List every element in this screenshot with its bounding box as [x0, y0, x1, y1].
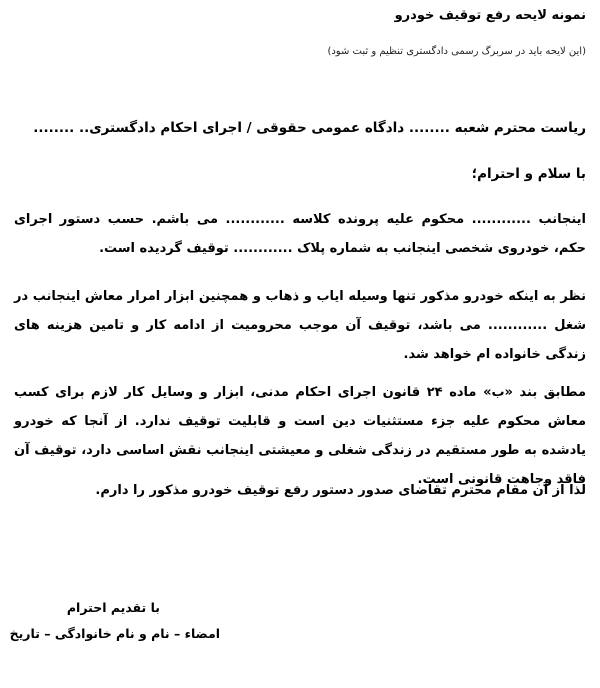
paragraph: لذا از آن مقام محترم تقاضای صدور دستور رفع توقیف خودرو مذکور را دارم.: [95, 483, 586, 498]
salutation: با سلام و احترام؛: [471, 166, 586, 182]
document-title: نمونه لایحه رفع توقیف خودرو: [394, 8, 586, 23]
addressee-heading: ریاست محترم شعبه ........ دادگاه عمومی حقوقی / اجرای احکام دادگستری.. ........: [33, 120, 586, 136]
paragraph: نظر به اینکه خودرو مذکور تنها وسیله ایاب و ذهاب و همچنین ابزار امرار معاش اینجانب در شغل ............ می باشد، توقیف آن موجب محرومیت از ادامه کار و تامین هزینه های زندگی خانواده ام خواهد شد.: [14, 289, 586, 362]
document-note: (این لایحه باید در سربرگ رسمی دادگستری تنظیم و ثبت شود): [327, 46, 586, 57]
closing-text: با تقدیم احترام: [66, 600, 160, 615]
paragraph: مطابق بند «ب» ماده ۲۴ قانون اجرای احکام مدنی، ابزار و وسایل کار لازم برای کسب معاش محکوم علیه جزء مستثنیات دین است و قابلیت توقیف ندارد. از آنجا که خودرو یادشده به طور مستقیم در زندگی شغلی و معیشتی اینجانب نقش اساسی دارد، توقیف آن فاقد وجاهت قانونی است.: [14, 385, 586, 487]
paragraph: اینجانب ............ محکوم علیه پرونده کلاسه ............ می باشم. حسب دستور اجرای حکم، خودروی شخصی اینجانب به شماره پلاک ............ توقیف گردیده است.: [14, 212, 586, 256]
signature-line: امضاء – نام و نام خانوادگی – تاریخ: [9, 626, 220, 641]
